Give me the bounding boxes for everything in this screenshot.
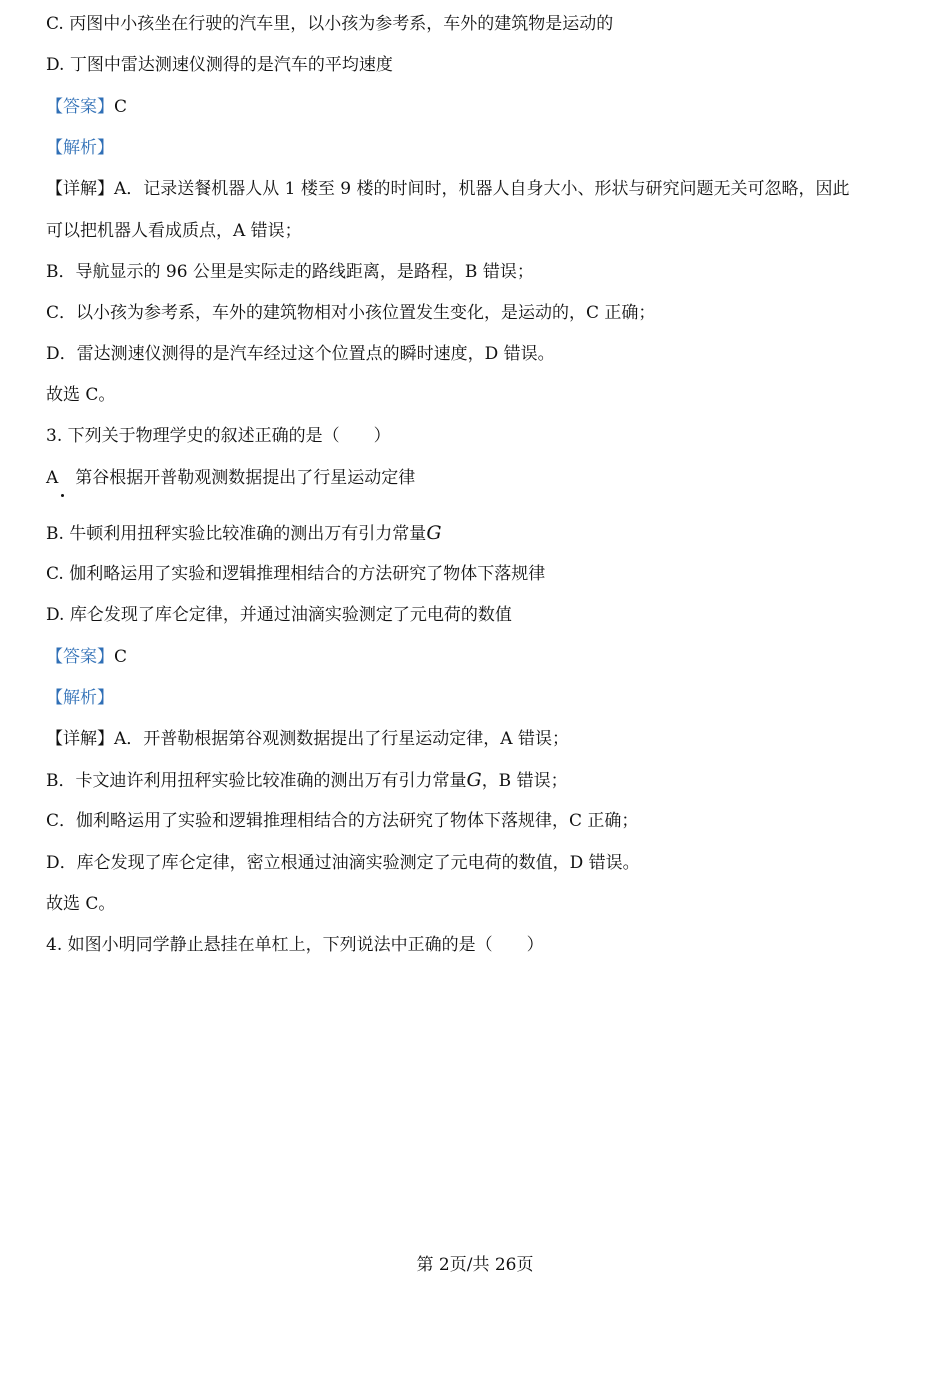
q2-detail-a-line2: 可以把机器人看成质点，A 错误； <box>46 221 302 241</box>
q3-option-b-text: B. 牛顿利用扭秤实验比较准确的测出万有引力常量 <box>46 524 427 544</box>
q4-stem: 4. 如图小明同学静止悬挂在单杠上，下列说法中正确的是（ ） <box>46 935 544 955</box>
q3-option-a-text: 第谷根据开普勒观测数据提出了行星运动定律 <box>75 468 416 488</box>
q3-detail-b-symbol: G <box>466 769 482 791</box>
q3-option-d: D. 库仑发现了库仑定律，并通过油滴实验测定了元电荷的数值 <box>46 605 512 625</box>
q3-detail-c: C．伽利略运用了实验和逻辑推理相结合的方法研究了物体下落规律，C 正确； <box>46 811 639 831</box>
q2-option-c: C. 丙图中小孩坐在行驶的汽车里，以小孩为参考系，车外的建筑物是运动的 <box>46 14 614 34</box>
q3-detail-b-post: ，B 错误； <box>481 771 568 791</box>
option-a-dot-mark <box>61 494 64 497</box>
q3-option-b <box>46 522 442 545</box>
q2-conclusion: 故选 C。 <box>46 385 116 405</box>
q3-detail-b <box>46 769 568 792</box>
q2-analysis-tag: 【解析】 <box>46 138 114 158</box>
q3-option-a-letter: A <box>46 468 59 488</box>
q2-answer <box>46 96 127 118</box>
q3-detail-b-pre: B．卡文迪许利用扭秤实验比较准确的测出万有引力常量 <box>46 771 467 791</box>
q3-conclusion: 故选 C。 <box>46 894 116 914</box>
q2-option-d: D. 丁图中雷达测速仪测得的是汽车的平均速度 <box>46 55 393 75</box>
q2-detail-d: D．雷达测速仪测得的是汽车经过这个位置点的瞬时速度，D 错误。 <box>46 344 555 364</box>
q3-answer-value: C <box>114 647 128 667</box>
q3-detail-a-text: A．开普勒根据第谷观测数据提出了行星运动定律，A 错误； <box>114 729 569 749</box>
q3-answer <box>46 646 127 668</box>
q3-analysis-tag: 【解析】 <box>46 688 114 708</box>
q2-detail-b: B．导航显示的 96 公里是实际走的路线距离，是路程，B 错误； <box>46 262 534 282</box>
q2-detail-c: C．以小孩为参考系，车外的建筑物相对小孩位置发生变化，是运动的，C 正确； <box>46 303 656 323</box>
q3-detail-a <box>46 728 569 750</box>
q2-detail-a-text: A．记录送餐机器人从 1 楼至 9 楼的时间时，机器人自身大小、形状与研究问题无关可忽略，因此 <box>114 179 850 199</box>
q2-detail-tag: 【详解】 <box>46 179 114 199</box>
q3-option-b-symbol: G <box>426 522 442 544</box>
page-footer: 第 2页/共 26页 <box>416 1255 534 1275</box>
q3-option-c: C. 伽利略运用了实验和逻辑推理相结合的方法研究了物体下落规律 <box>46 564 546 584</box>
q2-answer-tag: 【答案】 <box>46 97 114 117</box>
q2-answer-value: C <box>114 97 128 117</box>
q3-detail-tag: 【详解】 <box>46 729 114 749</box>
q3-stem: 3. 下列关于物理学史的叙述正确的是（ ） <box>46 426 391 446</box>
q3-option-a <box>46 467 415 489</box>
q2-detail-a-line1 <box>46 178 850 200</box>
q3-answer-tag: 【答案】 <box>46 647 114 667</box>
q3-detail-d: D．库仑发现了库仑定律，密立根通过油滴实验测定了元电荷的数值，D 错误。 <box>46 853 640 873</box>
